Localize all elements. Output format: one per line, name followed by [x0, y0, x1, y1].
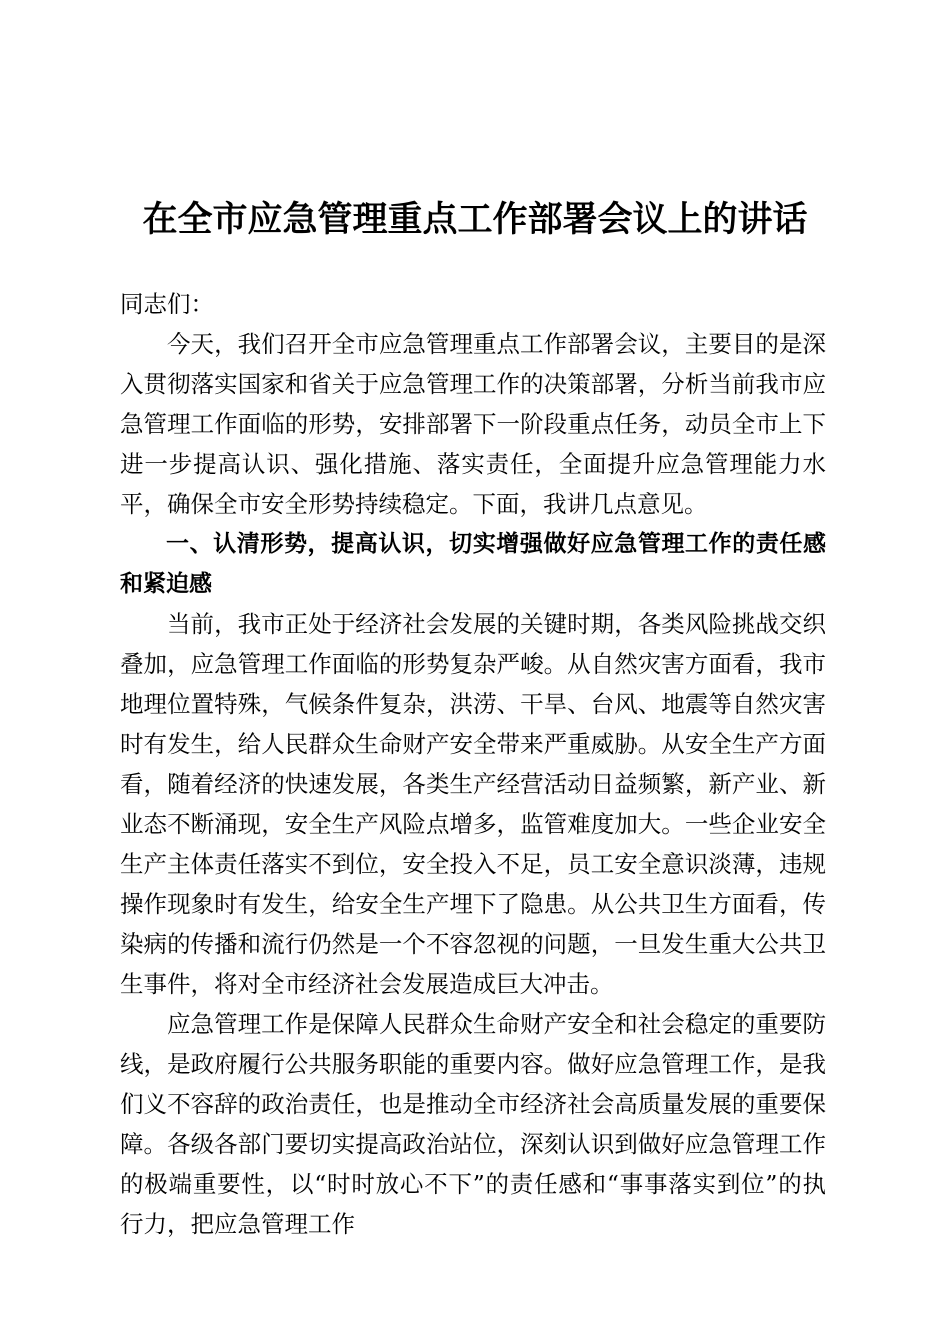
section1-paragraph-1: 当前，我市正处于经济社会发展的关键时期，各类风险挑战交织叠加，应急管理工作面临的形势复杂严峻。从自然灾害方面看，我市地理位置特殊，气候条件复杂，洪涝、干旱、台风、地震等自然灾害时有发生，给人民群众生命财产安全带来严重威胁。从安全生产方面看，随着经济的快速发展，各类生产经营活动日益频繁，新产业、新业态不断涌现，安全生产风险点增多，监管难度加大。一些企业安全生产主体责任落实不到位，安全投入不足，员工安全意识淡薄，违规操作现象时有发生，给安全生产埋下了隐患。从公共卫生方面看，传染病的传播和流行仍然是一个不容忽视的问题，一旦发生重大公共卫生事件，将对全市经济社会发展造成巨大冲击。: [120, 610, 826, 998]
section1-paragraph-2: 应急管理工作是保障人民群众生命财产安全和社会稳定的重要防线，是政府履行公共服务职能的重要内容。做好应急管理工作，是我们义不容辞的政治责任，也是推动全市经济社会高质量发展的重要保障。各级各部门要切实提高政治站位，深刻认识到做好应急管理工作的极端重要性，以“时时放心不下”的责任感和“事事落实到位”的执行力，把应急管理工作: [120, 1010, 826, 1238]
intro-paragraph: 今天，我们召开全市应急管理重点工作部署会议，主要目的是深入贯彻落实国家和省关于应急管理工作的决策部署，分析当前我市应急管理工作面临的形势，安排部署下一阶段重点任务，动员全市上下进一步提高认识、强化措施、落实责任，全面提升应急管理能力水平，确保全市安全形势持续稳定。下面，我讲几点意见。: [120, 330, 826, 518]
salutation: 同志们：: [120, 290, 214, 318]
document-body: [120, 284, 826, 1244]
document-title: 在全市应急管理重点工作部署会议上的讲话: [142, 200, 808, 240]
section-heading-1: 一、认清形势，提高认识，切实增强做好应急管理工作的责任感和紧迫感: [120, 531, 826, 597]
